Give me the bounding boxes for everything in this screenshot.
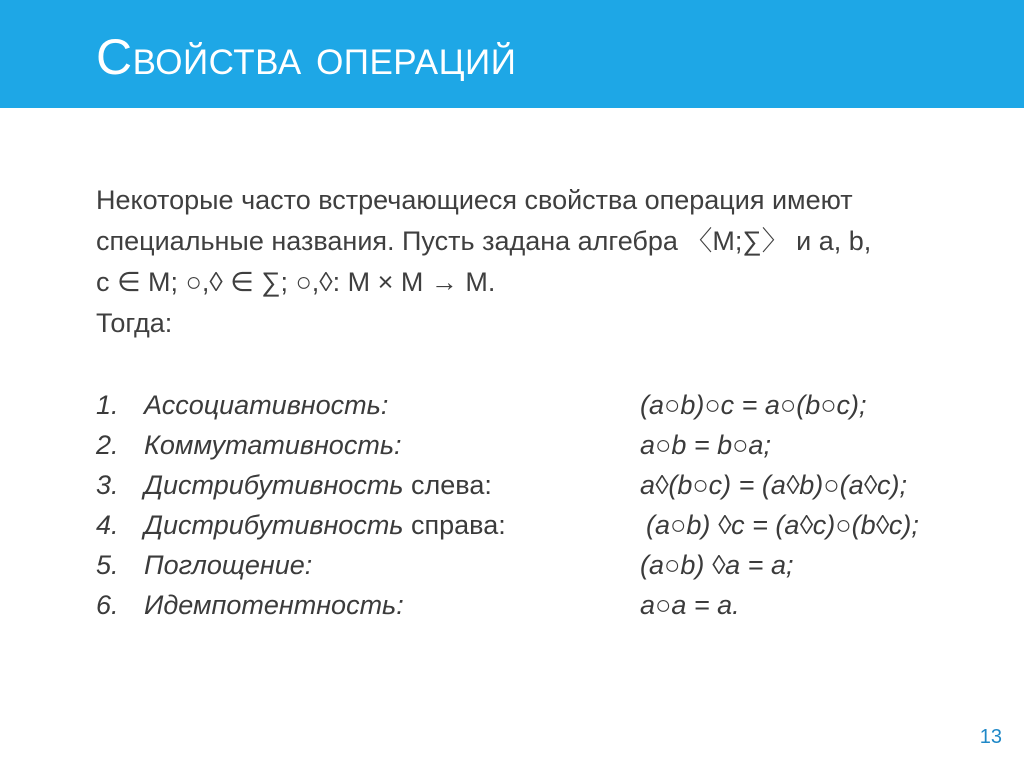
property-label-italic: Коммутативность: xyxy=(144,430,402,460)
property-formula: a○b = b○a; xyxy=(640,430,771,460)
property-absorption xyxy=(96,545,996,585)
intro-line-3: c ∈ M; ○,◊ ∈ ∑; ○,◊: M × M → M. xyxy=(96,267,496,297)
property-label-italic: Дистрибутивность xyxy=(144,510,404,540)
properties-list xyxy=(96,385,996,625)
property-label xyxy=(144,505,506,545)
slide-title: Свойства операций xyxy=(96,29,517,85)
property-label-italic: Идемпотентность: xyxy=(144,590,404,620)
property-formula: a◊(b○c) = (a◊b)○(a◊c); xyxy=(640,470,907,500)
property-associativity xyxy=(96,385,996,425)
intro-line-1: Некоторые часто встречающиеся свойства операция имеют xyxy=(96,185,853,215)
property-number: 4. xyxy=(96,510,119,540)
page-number: 13 xyxy=(979,726,1002,748)
property-formula: a○a = a. xyxy=(640,590,740,620)
intro-paragraph xyxy=(96,180,976,344)
property-formula: (a○b) ◊c = (a◊c)○(b◊c); xyxy=(646,510,919,540)
property-label xyxy=(144,465,492,505)
intro-line-4: Тогда: xyxy=(96,308,173,338)
property-label-italic: Дистрибутивность xyxy=(144,470,404,500)
property-label xyxy=(144,425,402,465)
property-number: 5. xyxy=(96,550,119,580)
property-left-distributivity xyxy=(96,465,996,505)
property-label-plain: слева: xyxy=(403,470,492,500)
property-label xyxy=(144,385,388,425)
property-number: 1. xyxy=(96,390,119,420)
property-label xyxy=(144,545,312,585)
property-formula: (a○b)○c = a○(b○c); xyxy=(640,390,867,420)
property-commutativity xyxy=(96,425,996,465)
property-number: 3. xyxy=(96,470,119,500)
property-number: 2. xyxy=(96,430,119,460)
intro-line-2: специальные названия. Пусть задана алгебра 〈M;∑〉 и a, b, xyxy=(96,226,872,256)
property-label-plain: справа: xyxy=(403,510,506,540)
property-formula: (a○b) ◊a = a; xyxy=(640,550,794,580)
property-label-italic: Поглощение: xyxy=(144,550,313,580)
property-label-italic: Ассоциативность: xyxy=(144,390,389,420)
property-right-distributivity xyxy=(96,505,996,545)
property-idempotency xyxy=(96,585,996,625)
property-number: 6. xyxy=(96,590,119,620)
property-label xyxy=(144,585,404,625)
title-bar xyxy=(0,0,1024,108)
